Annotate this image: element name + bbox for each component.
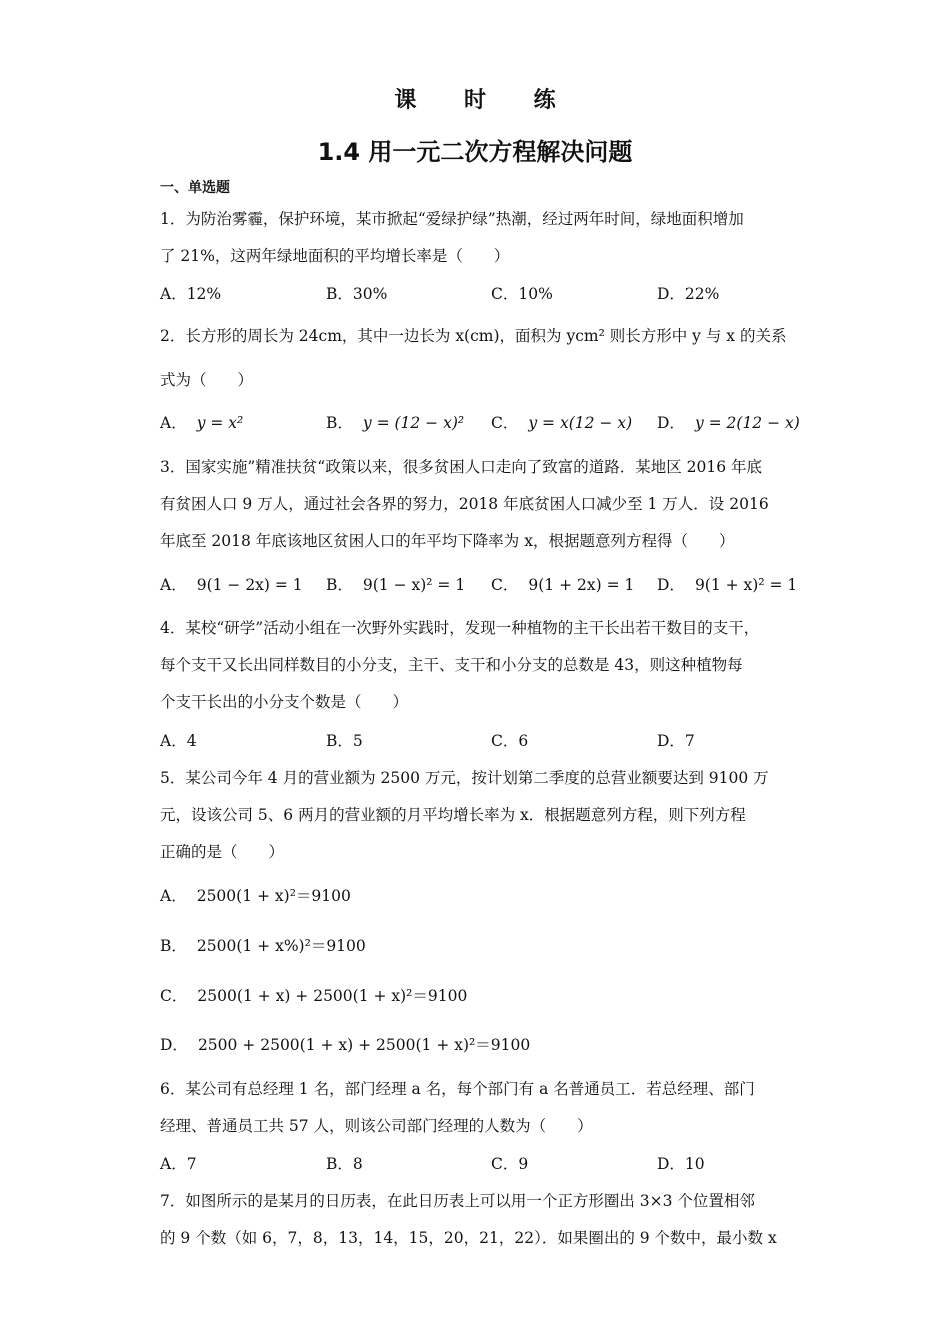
q3-options: [160, 573, 820, 597]
option-label: B．: [160, 937, 187, 955]
q3-line-2: 有贫困人口 9 万人，通过社会各界的努力，2018 年底贫困人口减少至 1 万人．设 2016: [160, 495, 769, 513]
option-label: A．: [160, 414, 187, 432]
q7-line-1: 7．如图所示的是某月的日历表，在此日历表上可以用一个正方形圈出 3×3 个位置相邻: [160, 1192, 755, 1210]
option-formula: y = x(12 − x): [528, 414, 633, 432]
q1-option-b: B．30%: [326, 285, 388, 303]
q3-line-1: 3．国家实施”精准扶贫“政策以来，很多贫困人口走向了致富的道路．某地区 2016 年底: [160, 458, 763, 476]
q6-option-a: A．7: [160, 1155, 197, 1173]
q6-option-c: C．9: [491, 1155, 529, 1173]
q2-line-2: 式为（ ）: [160, 371, 254, 389]
option-label: D．: [657, 414, 685, 432]
q5-option-d: [160, 1033, 530, 1055]
q4-option-d: D．7: [657, 732, 695, 750]
q1-option-d: D．22%: [657, 285, 720, 303]
q1-line-2: 了 21%，这两年绿地面积的平均增长率是（ ）: [160, 247, 510, 265]
doc-subtitle: 1.4 用一元二次方程解决问题: [317, 138, 633, 166]
q1-option-a: A．12%: [160, 285, 222, 303]
option-formula: 9(1 + 2x) = 1: [528, 576, 635, 594]
q3-line-3: 年底至 2018 年底该地区贫困人口的年平均下降率为 x，根据题意列方程得（ ）: [160, 532, 735, 550]
q6-options: [160, 1152, 820, 1176]
q2-line-1: 2．长方形的周长为 24cm，其中一边长为 x(cm)，面积为 ycm² 则长方形中 y 与 x 的关系: [160, 327, 787, 345]
q3-option-d: [657, 573, 797, 595]
option-label: A．: [160, 887, 187, 905]
q5-option-c: [160, 984, 467, 1006]
q1-line-1: 1．为防治雾霾，保护环境，某市掀起“爱绿护绿”热潮，经过两年时间，绿地面积增加: [160, 210, 744, 228]
q4-line-2: 每个支干又长出同样数目的小分支，主干、支干和小分支的总数是 43，则这种植物每: [160, 656, 743, 674]
q2-option-a: [160, 411, 243, 433]
q2-option-d: [657, 411, 800, 433]
q1-options: [160, 282, 820, 306]
option-formula: 2500 + 2500(1 + x) + 2500(1 + x)²＝9100: [197, 1036, 531, 1054]
q2-option-b: [326, 411, 464, 433]
section-heading: 一、单选题: [160, 180, 230, 196]
option-label: A．: [160, 576, 187, 594]
q4-option-b: B．5: [326, 732, 363, 750]
option-formula: 2500(1 + x) + 2500(1 + x)²＝9100: [197, 987, 468, 1005]
q2-options: [160, 411, 820, 435]
option-formula: 9(1 − x)² = 1: [362, 576, 466, 594]
q3-option-b: [326, 573, 465, 595]
q4-line-3: 个支干长出的小分支个数是（ ）: [160, 693, 409, 711]
option-formula: 9(1 − 2x) = 1: [196, 576, 303, 594]
option-formula: 9(1 + x)² = 1: [694, 576, 798, 594]
q4-options: [160, 729, 820, 753]
option-label: C．: [491, 414, 519, 432]
option-label: D．: [657, 576, 685, 594]
q5-option-b: [160, 934, 366, 956]
option-label: C．: [160, 987, 188, 1005]
q5-line-3: 正确的是（ ）: [160, 843, 285, 861]
q6-line-2: 经理、普通员工共 57 人，则该公司部门经理的人数为（ ）: [160, 1117, 593, 1135]
q6-option-b: B．8: [326, 1155, 363, 1173]
option-formula: y = 2(12 − x): [694, 414, 800, 432]
q1-option-c: C．10%: [491, 285, 553, 303]
option-formula: y = x²: [196, 414, 244, 432]
q4-option-a: A．4: [160, 732, 197, 750]
option-formula: 2500(1 + x)²＝9100: [196, 887, 351, 905]
q6-option-d: D．10: [657, 1155, 705, 1173]
q3-option-c: [491, 573, 634, 595]
q7-line-2: 的 9 个数（如 6，7，8，13，14，15，20，21，22）．如果圈出的 9 个数中，最小数 x: [160, 1229, 777, 1247]
q5-line-1: 5．某公司今年 4 月的营业额为 2500 万元，按计划第二季度的总营业额要达到 9100 万: [160, 769, 769, 787]
q6-line-1: 6．某公司有总经理 1 名，部门经理 a 名，每个部门有 a 名普通员工．若总经理、部门: [160, 1080, 755, 1098]
option-formula: 2500(1 + x%)²＝9100: [196, 937, 366, 955]
q4-option-c: C．6: [491, 732, 529, 750]
option-label: B．: [326, 576, 353, 594]
q5-line-2: 元，设该公司 5、6 两月的营业额的月平均增长率为 x．根据题意列方程，则下列方程: [160, 806, 746, 824]
q2-option-c: [491, 411, 632, 433]
doc-title: 课 时 练: [394, 88, 576, 113]
option-label: B．: [326, 414, 353, 432]
option-label: C．: [491, 576, 519, 594]
option-label: D．: [160, 1036, 188, 1054]
q4-line-1: 4．某校“研学”活动小组在一次野外实践时，发现一种植物的主干长出若干数目的支干，: [160, 619, 760, 637]
q3-option-a: [160, 573, 303, 595]
option-formula: y = (12 − x)²: [362, 414, 465, 432]
q5-option-a: [160, 884, 351, 906]
